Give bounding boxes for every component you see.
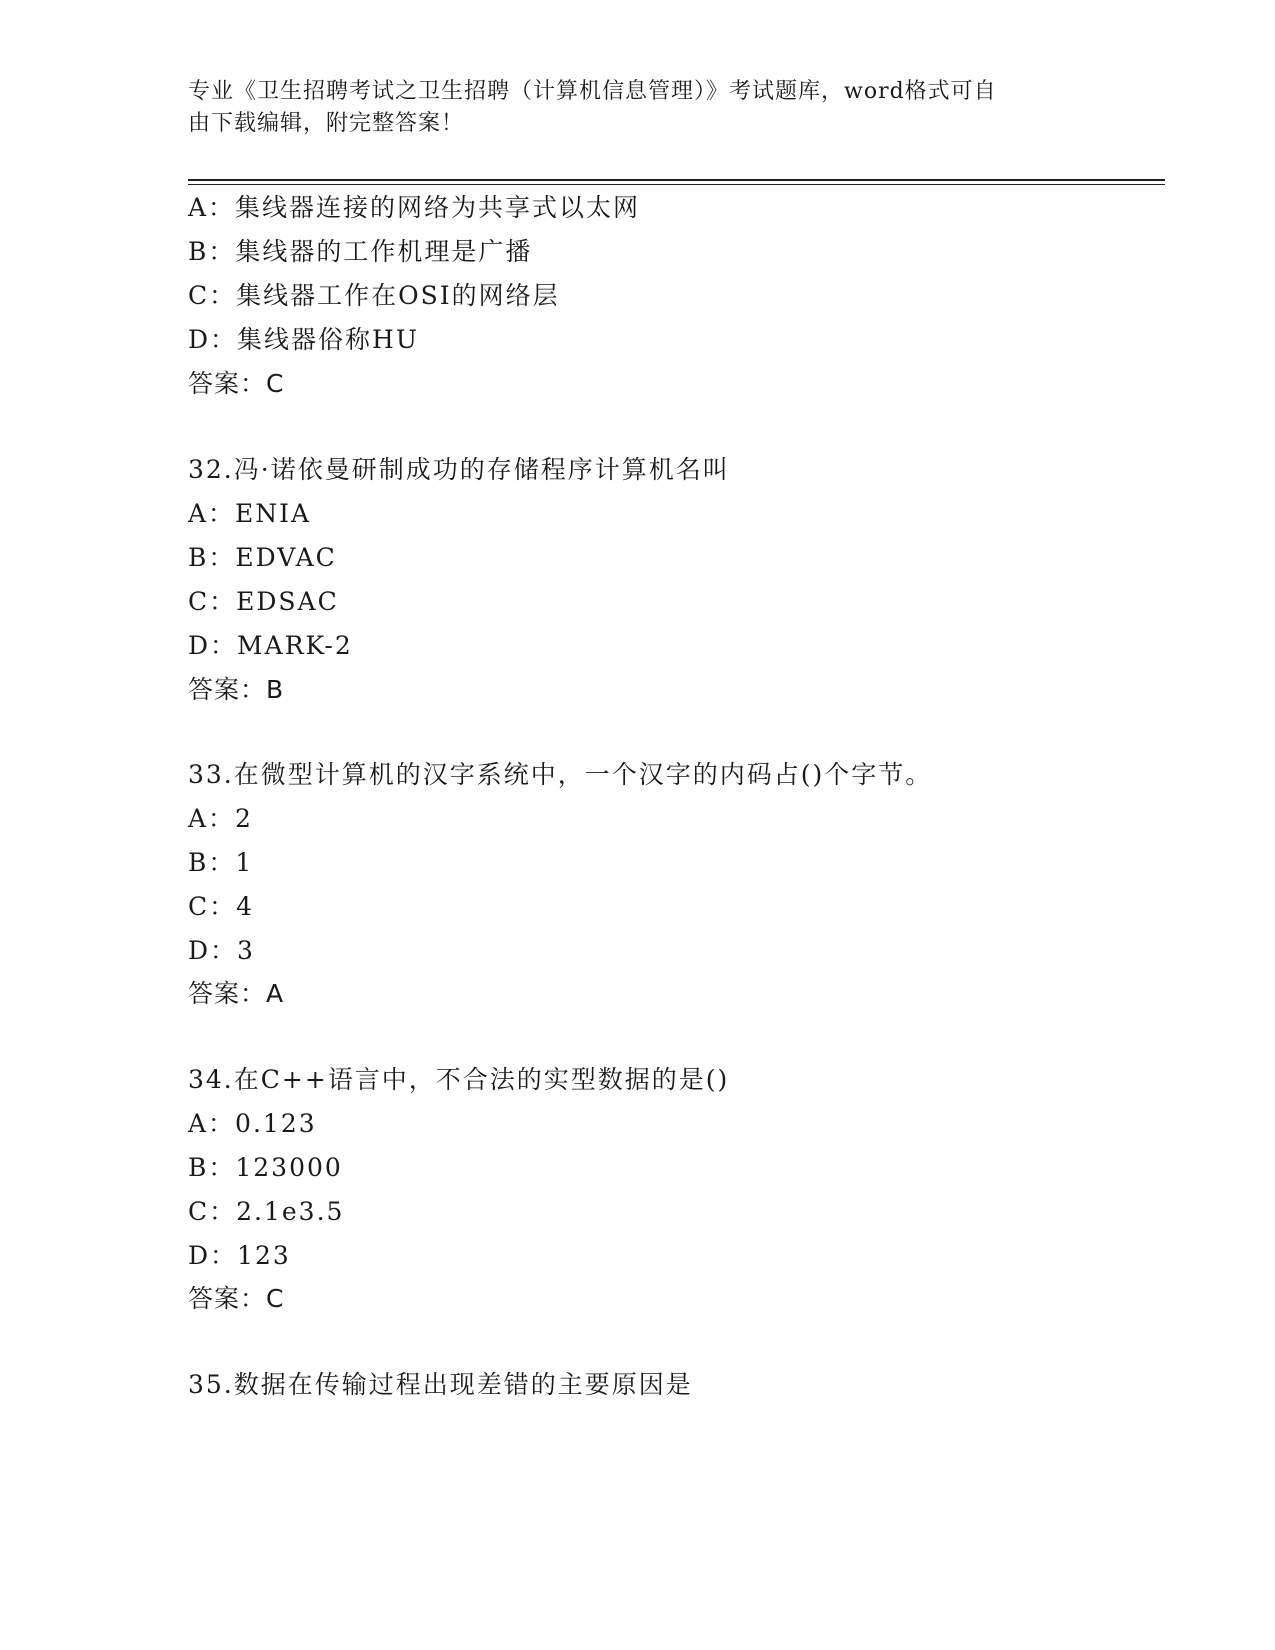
q32-option-b: B：EDVAC xyxy=(188,543,337,572)
q32-stem: 32.冯·诺依曼研制成功的存储程序计算机名叫 xyxy=(188,455,730,484)
q34-option-b: B：123000 xyxy=(188,1153,343,1182)
q32-option-a: A：ENIA xyxy=(188,499,312,528)
q31-option-c: C：集线器工作在OSI的网络层 xyxy=(188,281,560,310)
q31-option-b: B：集线器的工作机理是广播 xyxy=(188,237,533,266)
q33-option-b: B：1 xyxy=(188,848,254,877)
q32-answer: 答案：B xyxy=(188,675,285,704)
q35-stem: 35.数据在传输过程出现差错的主要原因是 xyxy=(188,1370,693,1399)
q34-option-d: D：123 xyxy=(188,1241,291,1270)
q31-answer: 答案：C xyxy=(188,369,285,398)
q33-option-c: C：4 xyxy=(188,892,255,921)
q31-option-a: A：集线器连接的网络为共享式以太网 xyxy=(188,193,641,222)
q33-option-d: D：3 xyxy=(188,936,255,965)
q34-answer: 答案：C xyxy=(188,1284,285,1313)
header-divider xyxy=(188,179,1165,185)
q34-option-a: A：0.123 xyxy=(188,1109,317,1138)
q34-stem: 34.在C++语言中，不合法的实型数据的是() xyxy=(188,1065,730,1094)
q32-option-c: C：EDSAC xyxy=(188,587,339,616)
q33-answer: 答案：A xyxy=(188,979,285,1008)
document-header xyxy=(188,76,1088,140)
q33-stem: 33.在微型计算机的汉字系统中，一个汉字的内码占()个字节。 xyxy=(188,760,933,789)
q34-option-c: C：2.1e3.5 xyxy=(188,1197,345,1226)
header-line-2: 由下载编辑，附完整答案！ xyxy=(188,111,465,136)
header-line-1: 专业《卫生招聘考试之卫生招聘（计算机信息管理）》考试题库，word格式可自 xyxy=(188,79,997,104)
q32-option-d: D：MARK-2 xyxy=(188,631,353,660)
q31-option-d: D：集线器俗称HU xyxy=(188,325,419,354)
q33-option-a: A：2 xyxy=(188,804,253,833)
